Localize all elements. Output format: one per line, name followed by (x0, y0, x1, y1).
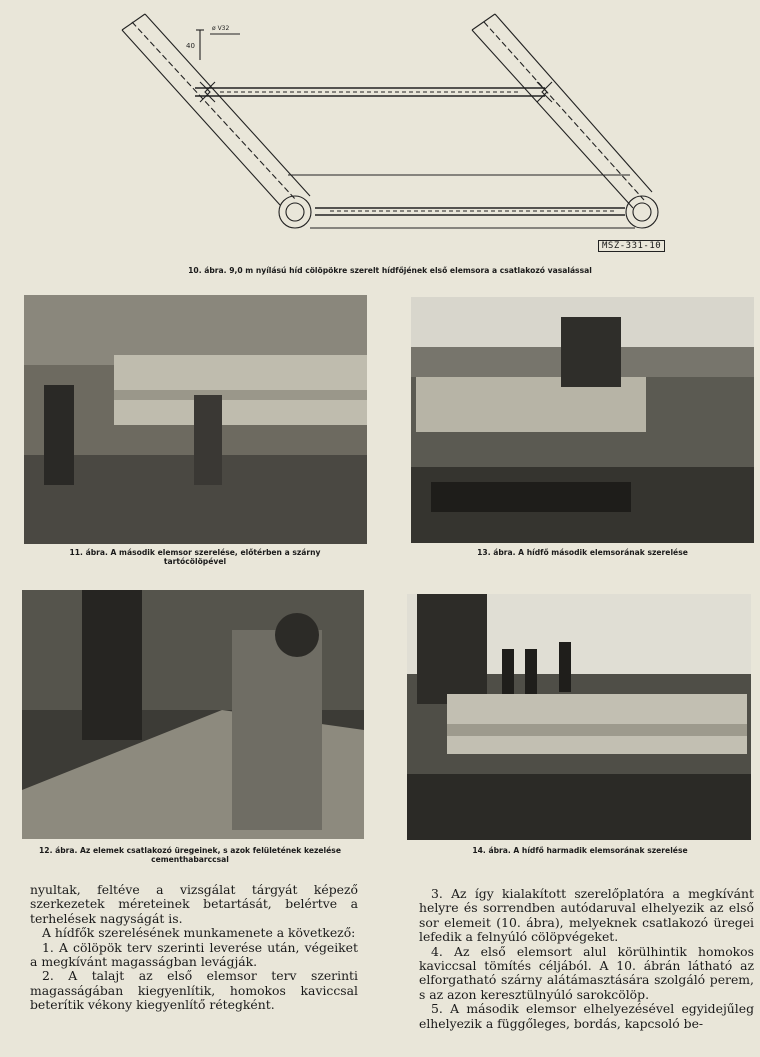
figure-caption-14: 14. ábra. A hídfő harmadik elemsorának szerelése (472, 846, 688, 855)
figure-caption-12: 12. ábra. Az elemek csatlakozó üregeinek, s azok felületének kezelése cementhabarccsal (39, 846, 341, 864)
paragraph: A hídfők szerelésének munkamenete a következő: (42, 925, 356, 941)
dim-label-2: 40 (186, 42, 195, 50)
photo-fig11 (24, 295, 367, 544)
paragraph: nyultak, feltéve a vizsgálat tárgyát képező szerkezetek méreteinek betartását, belértve a terhelések nagyságát is. (30, 882, 358, 926)
photo-fig14 (407, 594, 751, 840)
paragraph: 5. A második elemsor elhelyezésével egyidejűleg elhelyezik a függőleges, bordás, kapcsoló be- (419, 1001, 754, 1031)
figure-caption-13: 13. ábra. A hídfő második elemsorának szerelése (477, 548, 688, 557)
text-column-right (419, 887, 754, 1031)
photo-fig13 (411, 297, 754, 543)
figure-caption-10: 10. ábra. 9,0 m nyílású híd cölöpökre szerelt hídfőjének első elemsora a csatlakozó vasalással (188, 266, 592, 275)
drawing-code: MSZ-331-10 (598, 240, 665, 252)
paragraph: 1. A cölöpök terv szerinti leverése után, végeiket a megkívánt magasságban levágják. (30, 939, 358, 970)
paragraph: 3. Az így kialakított szerelőplatóra a megkívánt helyre és sorrendben autódaruval elhelyezik az első sor elemeit (10. ábra), melyeknek csatlakozó üregei lefedik a felnyúló cölöpvégeket. (419, 886, 754, 945)
paragraph: 2. A talajt az első elemsor terv szerinti magasságában kiegyenlítik, homokos kaviccsal beterítik vékony kiegyenlítő rétegként. (30, 968, 358, 1013)
text-column-left (30, 883, 358, 1013)
technical-drawing-fig10 (100, 0, 680, 262)
dim-label-1: ø V32 (212, 25, 230, 32)
figure-caption-11: 11. ábra. A második elemsor szerelése, előtérben a szárny tartócölöpével (69, 548, 321, 566)
paragraph: 4. Az első elemsort alul körülhintik homokos kaviccsal tömítés céljából. A 10. ábrán látható az elforgatható szárny alátámasztására szolgáló perem, s az azon keresztülnyúló sarokcölöp. (419, 943, 754, 1002)
photo-fig12 (22, 590, 364, 839)
